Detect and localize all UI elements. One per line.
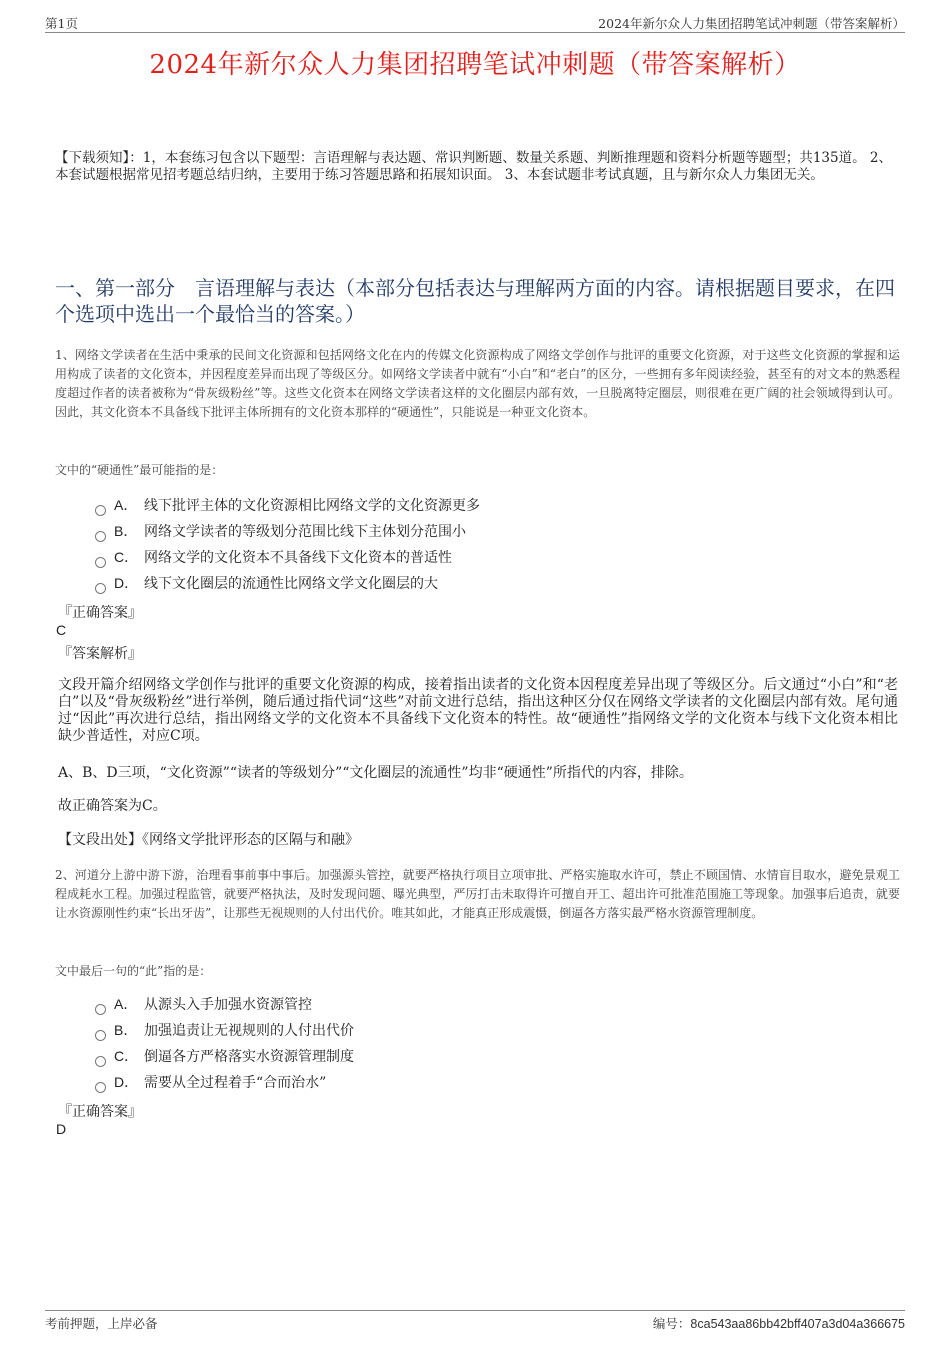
- option-letter: D．: [114, 575, 139, 591]
- radio-icon[interactable]: [95, 1004, 106, 1015]
- correct-answer-label: 『正确答案』: [58, 605, 142, 621]
- header-divider: [45, 32, 905, 33]
- footer-slogan: 考前押题，上岸必备: [45, 1316, 158, 1331]
- question-1-option-d[interactable]: [95, 572, 438, 594]
- download-notice: 【下载须知】：1，本套练习包含以下题型：言语理解与表达题、常识判断题、数量关系题、判断推理题和资料分析题等题型；共135道。 2、本套试题根据常见招考题总结归纳，主要用于练习答题思路和拓展知识面。 3、本套试题非考试真题，且与新尔众人力集团无关。: [55, 150, 892, 183]
- radio-icon[interactable]: [95, 531, 106, 542]
- page-number: 第1页: [45, 16, 78, 31]
- question-1-option-a[interactable]: [95, 494, 480, 516]
- option-text: 线下批评主体的文化资源相比网络文学的文化资源更多: [144, 498, 480, 514]
- option-letter: B．: [114, 1022, 138, 1038]
- question-2-stem: 2、河道分上游中游下游，治理看事前事中事后。加强源头管控，就要严格执行项目立项审批、严格实施取水许可，禁止不顾国情、水情盲目取水，避免景观工程成耗水工程。加强过程监管，就要严格执法，及时发现问题、曝光典型，严厉打击未取得许可擅自开工、超出许可批准范围施工等现象。加强事后追责，就要让水资源刚性约束“长出牙齿”，让那些无视规则的人付出代价。唯其如此，才能真正形成震慑，倒逼各方落实最严格水资源管理制度。: [55, 868, 900, 920]
- correct-answer: D: [56, 1121, 67, 1137]
- analysis-conclusion: 故正确答案为C。: [58, 798, 167, 814]
- question-1-option-c[interactable]: [95, 546, 452, 568]
- footer-code-value: 8ca543aa86bb42bff407a3d04a366675: [690, 1317, 905, 1331]
- radio-icon[interactable]: [95, 1030, 106, 1041]
- question-2-option-d[interactable]: [95, 1071, 326, 1093]
- option-text: 加强追责让无视规则的人付出代价: [144, 1023, 354, 1039]
- question-2-option-a[interactable]: [95, 993, 312, 1015]
- question-1-stem: 1、网络文学读者在生活中秉承的民间文化资源和包括网络文化在内的传媒文化资源构成了网络文学创作与批评的重要文化资源，对于这些文化资源的掌握和运用构成了读者的文化资本，并因程度差异而出现了等级区分。如网络文学读者中就有“小白”和“老白”的区分，一些拥有多年阅读经验，甚至有的对文本的熟悉程度超过作者的读者被称为“骨灰级粉丝”等。这些文化资本在网络文学读者这样的文化圈层内部有效，一旦脱离特定圈层，则很难在更广阔的社会领域得到认可。因此，其文化资本不具备线下批评主体所拥有的文化资本那样的“硬通性”，只能说是一种亚文化资本。: [55, 348, 900, 419]
- radio-icon[interactable]: [95, 557, 106, 568]
- question-2-option-c[interactable]: [95, 1045, 354, 1067]
- question-1-option-b[interactable]: [95, 520, 466, 542]
- question-2-option-b[interactable]: [95, 1019, 354, 1041]
- header-doc-title: 2024年新尔众人力集团招聘笔试冲刺题（带答案解析）: [598, 16, 905, 31]
- radio-icon[interactable]: [95, 505, 106, 516]
- radio-icon[interactable]: [95, 1082, 106, 1093]
- option-text: 线下文化圈层的流通性比网络文学文化圈层的大: [144, 576, 438, 592]
- option-letter: A．: [114, 497, 138, 513]
- question-1-prompt: 文中的“硬通性”最可能指的是：: [55, 463, 224, 477]
- option-letter: A．: [114, 996, 138, 1012]
- option-letter: C．: [114, 549, 139, 565]
- option-text: 倒逼各方严格落实水资源管理制度: [144, 1049, 354, 1065]
- passage-source: 【文段出处】《网络文学批评形态的区隔与和融》: [58, 832, 359, 848]
- footer-divider: [45, 1310, 905, 1311]
- option-text: 网络文学读者的等级划分范围比线下主体划分范围小: [144, 524, 466, 540]
- analysis-text: 文段开篇介绍网络文学创作与批评的重要文化资源的构成，接着指出读者的文化资本因程度差异出现了等级区分。后文通过“小白”和“老白”以及“骨灰级粉丝”进行举例，随后通过指代词“这些”对前文进行总结，指出这种区分仅在网络文学读者的文化圈层内部有效。尾句通过“因此”再次进行总结，指出网络文学的文化资本不具备线下文化资本的特性。故“硬通性”指网络文学的文化资本与线下文化资本相比缺少普适性，对应C项。: [58, 677, 898, 744]
- radio-icon[interactable]: [95, 583, 106, 594]
- correct-answer: C: [56, 622, 67, 638]
- footer-code: [653, 1314, 905, 1332]
- option-letter: D．: [114, 1074, 139, 1090]
- document-title: 2024年新尔众人力集团招聘笔试冲刺题（带答案解析）: [149, 50, 801, 80]
- option-letter: C．: [114, 1048, 139, 1064]
- analysis-label: 『答案解析』: [58, 646, 142, 662]
- option-text: 需要从全过程着手“合而治水”: [144, 1075, 327, 1091]
- section-heading: 一、第一部分 言语理解与表达（本部分包括表达与理解两方面的内容。请根据题目要求，在四个选项中选出一个最恰当的答案。）: [55, 276, 895, 326]
- option-letter: B．: [114, 523, 138, 539]
- footer-code-label: 编号：: [652, 1316, 691, 1331]
- correct-answer-label: 『正确答案』: [58, 1104, 142, 1120]
- analysis-exclusion: A、B、D三项，“文化资源”“读者的等级划分”“文化圈层的流通性”均非“硬通性”所指代的内容，排除。: [58, 765, 693, 781]
- radio-icon[interactable]: [95, 1056, 106, 1067]
- option-text: 从源头入手加强水资源管控: [144, 997, 312, 1013]
- option-text: 网络文学的文化资本不具备线下文化资本的普适性: [144, 550, 452, 566]
- question-2-prompt: 文中最后一句的“此”指的是：: [55, 964, 212, 978]
